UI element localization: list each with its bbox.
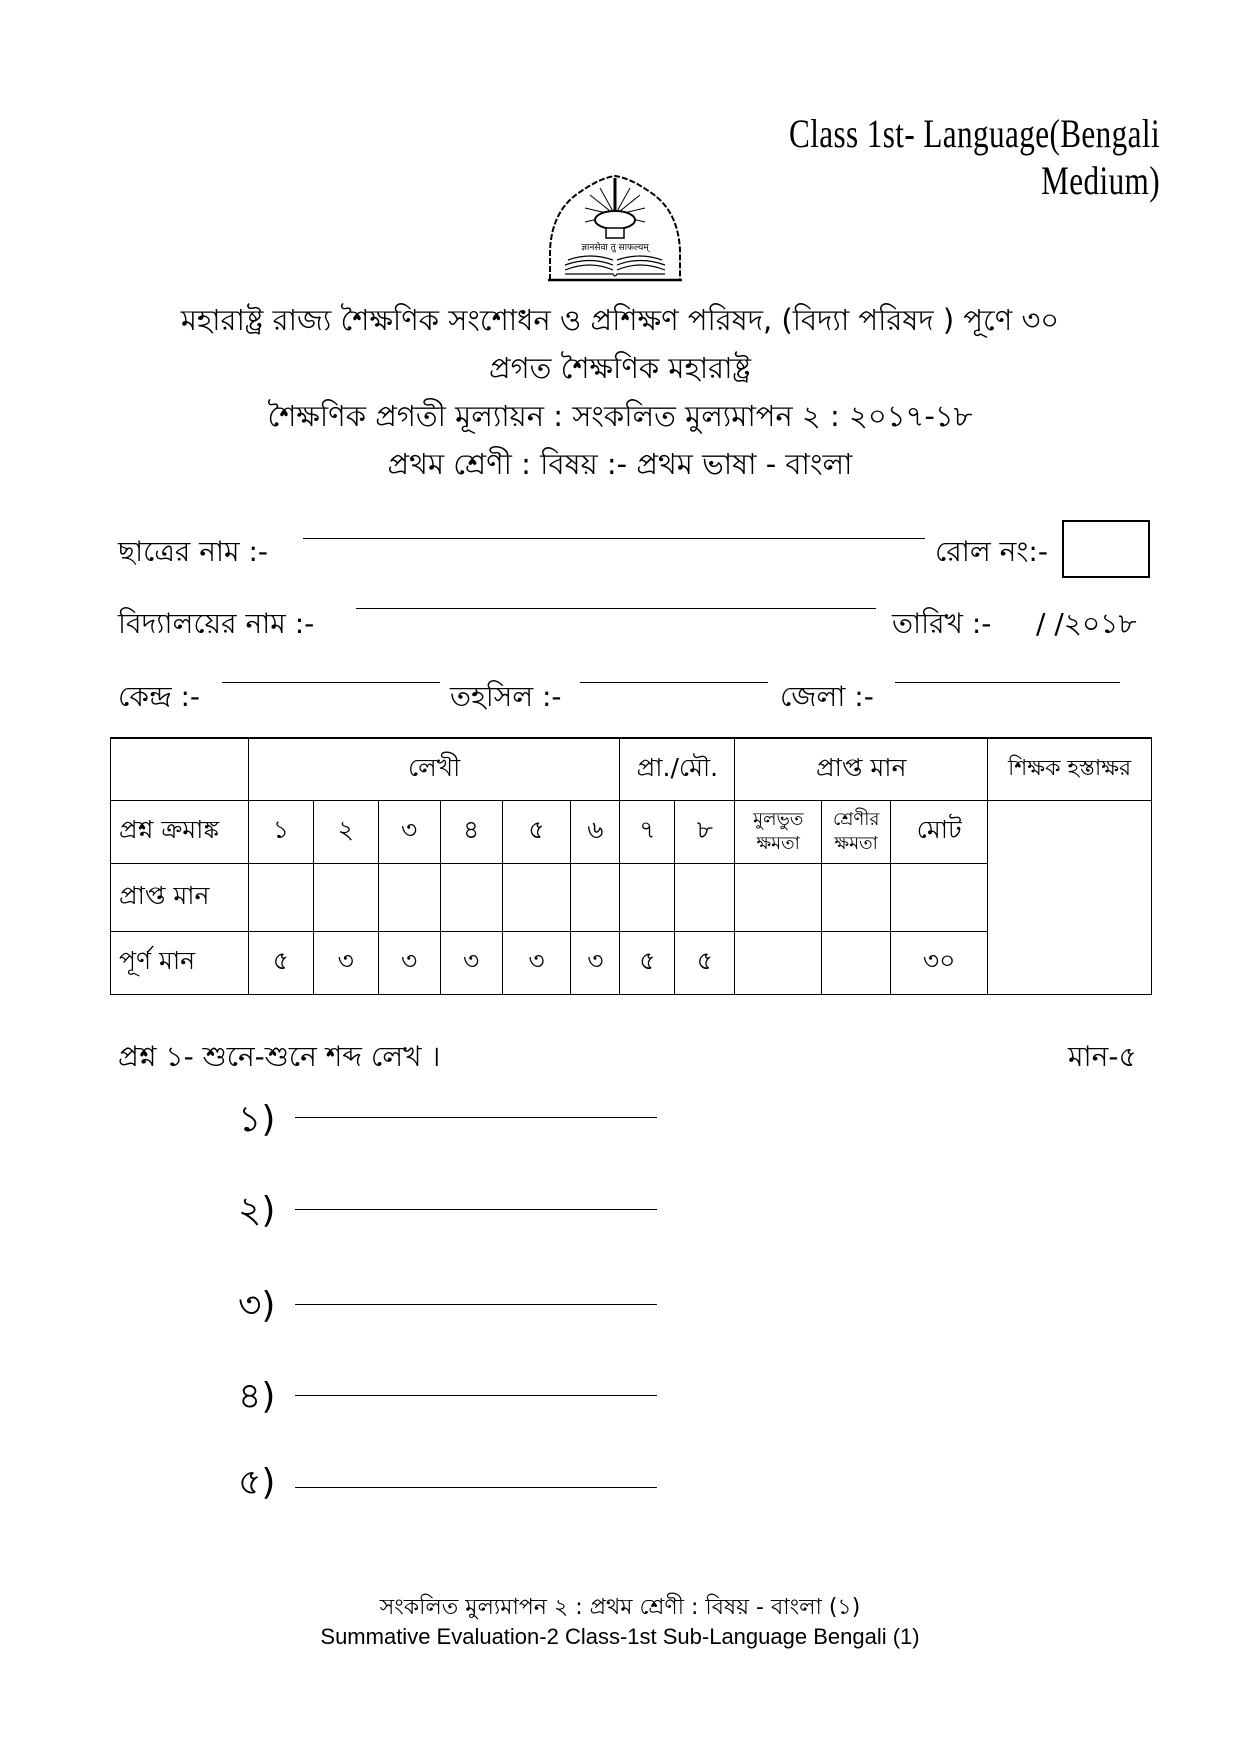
center-input[interactable] xyxy=(222,682,440,683)
answer-line[interactable] xyxy=(295,1209,657,1210)
school-name-label: বিদ্যালয়ের নাম :- xyxy=(118,607,315,640)
question-no-cell: ৮ xyxy=(675,800,735,863)
full-mark-cell: ৩ xyxy=(440,931,502,994)
written-header: লেখী xyxy=(248,738,620,800)
center-label: কেন্দ্র :- xyxy=(118,680,201,713)
organization-line: মহারাষ্ট্র রাজ্য শৈক্ষণিক সংশোধন ও প্রশিক্ষণ পরিষদ, (বিদ্যা পরিষদ ) পূণে ৩০ xyxy=(180,303,1060,337)
date-input[interactable]: / /২০১৮ xyxy=(1036,607,1137,640)
program-line: প্রগত শৈক্ষণিক মহারাষ্ট্র xyxy=(489,351,751,385)
footer-english: Summative Evaluation-2 Class-1st Sub-Language Bengali (1) xyxy=(320,1624,920,1649)
student-name-input[interactable] xyxy=(303,538,925,539)
question-no-label: প্রশ্ন ক্রমাঙ্ক xyxy=(111,800,249,863)
full-mark-cell: ৩ xyxy=(502,931,571,994)
question-no-cell: ১ xyxy=(248,800,313,863)
roll-no-input[interactable] xyxy=(1062,520,1150,578)
question-no-cell: ৭ xyxy=(620,800,675,863)
date-label: তারিখ :- xyxy=(892,607,992,640)
tehsil-input[interactable] xyxy=(580,682,768,683)
obtained-total-cell[interactable] xyxy=(891,863,988,931)
full-mark-cell: ৫ xyxy=(675,931,735,994)
obtained-class-cell[interactable] xyxy=(822,863,891,931)
answer-line[interactable] xyxy=(295,1395,657,1396)
obtained-basic-cell[interactable] xyxy=(735,863,822,931)
full-mark-cell: ৩ xyxy=(378,931,440,994)
class-ability-line1: শ্রেণীর xyxy=(833,808,880,830)
full-mark-cell: ৫ xyxy=(248,931,313,994)
question-no-cell: ৪ xyxy=(440,800,502,863)
district-input[interactable] xyxy=(895,682,1120,683)
obtained-mark-cell[interactable] xyxy=(502,863,571,931)
class-title: Class 1st- Language(Bengali Medium) xyxy=(789,111,1160,203)
obtained-mark-cell[interactable] xyxy=(675,863,735,931)
school-name-input[interactable] xyxy=(356,608,876,609)
obtained-marks-label: প্রাপ্ত মান xyxy=(111,863,249,931)
answer-line[interactable] xyxy=(295,1117,657,1118)
empty-corner-cell xyxy=(111,738,249,800)
obtained-mark-cell[interactable] xyxy=(378,863,440,931)
class-ability-header xyxy=(822,800,891,863)
roll-no-label: রোল নং:- xyxy=(935,535,1048,568)
teacher-sign-cell[interactable] xyxy=(988,800,1152,994)
basic-ability-line2: ক্ষমতা xyxy=(756,832,800,854)
full-mark-cell: ৫ xyxy=(620,931,675,994)
answer-number: ৩) xyxy=(238,1285,276,1326)
obtained-header: প্রাপ্ত মান xyxy=(735,738,988,800)
answer-number: ৫) xyxy=(238,1462,276,1503)
answer-line[interactable] xyxy=(295,1487,657,1488)
district-label: জেলা :- xyxy=(780,680,874,713)
question-no-cell: ৩ xyxy=(378,800,440,863)
obtained-mark-cell[interactable] xyxy=(571,863,620,931)
class-ability-line2: ক্ষমতা xyxy=(834,832,878,854)
full-mark-cell: ৩ xyxy=(313,931,378,994)
marks-table xyxy=(110,737,1152,995)
total-header: মোট xyxy=(891,800,988,863)
board-emblem-icon xyxy=(540,170,690,285)
question-marks: মান-৫ xyxy=(1068,1040,1137,1073)
obtained-mark-cell[interactable] xyxy=(440,863,502,931)
basic-ability-header xyxy=(735,800,822,863)
answer-number: ৪) xyxy=(238,1376,276,1417)
full-marks-label: পূর্ণ মান xyxy=(111,931,249,994)
obtained-mark-cell[interactable] xyxy=(620,863,675,931)
obtained-mark-cell[interactable] xyxy=(313,863,378,931)
question-no-cell: ২ xyxy=(313,800,378,863)
full-class-cell xyxy=(822,931,891,994)
obtained-mark-cell[interactable] xyxy=(248,863,313,931)
full-total-cell: ৩০ xyxy=(891,931,988,994)
question-no-cell: ৬ xyxy=(571,800,620,863)
basic-ability-line1: মুলভুত xyxy=(753,808,804,830)
answer-number: ২) xyxy=(238,1190,276,1231)
tehsil-label: তহসিল :- xyxy=(450,680,562,713)
answer-number: ১) xyxy=(238,1099,276,1140)
subject-line: প্রথম শ্রেণী : বিষয় :- প্রথম ভাষা - বাংলা xyxy=(387,447,853,481)
oral-header: প্রা./মৌ. xyxy=(620,738,735,800)
question-no-cell: ৫ xyxy=(502,800,571,863)
student-name-label: ছাত্রের নাম :- xyxy=(118,535,269,568)
svg-text:ज्ञानसेवा तु साफल्यम्: ज्ञानसेवा तु साफल्यम् xyxy=(581,243,649,253)
question-title: প্রশ্ন ১- শুনে-শুনে শব্দ লেখ । xyxy=(118,1040,441,1073)
evaluation-line: শৈক্ষণিক প্রগতী মূল্যায়ন : সংকলিত মুল্যমাপন ২ : ২০১৭-১৮ xyxy=(267,399,973,433)
footer-bengali: সংকলিত মুল্যমাপন ২ : প্রথম শ্রেণী : বিষয় - বাংলা (১) xyxy=(379,1595,861,1620)
full-basic-cell xyxy=(735,931,822,994)
answer-line[interactable] xyxy=(295,1304,657,1305)
teacher-sign-header: শিক্ষক হস্তাক্ষর xyxy=(988,738,1152,800)
full-mark-cell: ৩ xyxy=(571,931,620,994)
